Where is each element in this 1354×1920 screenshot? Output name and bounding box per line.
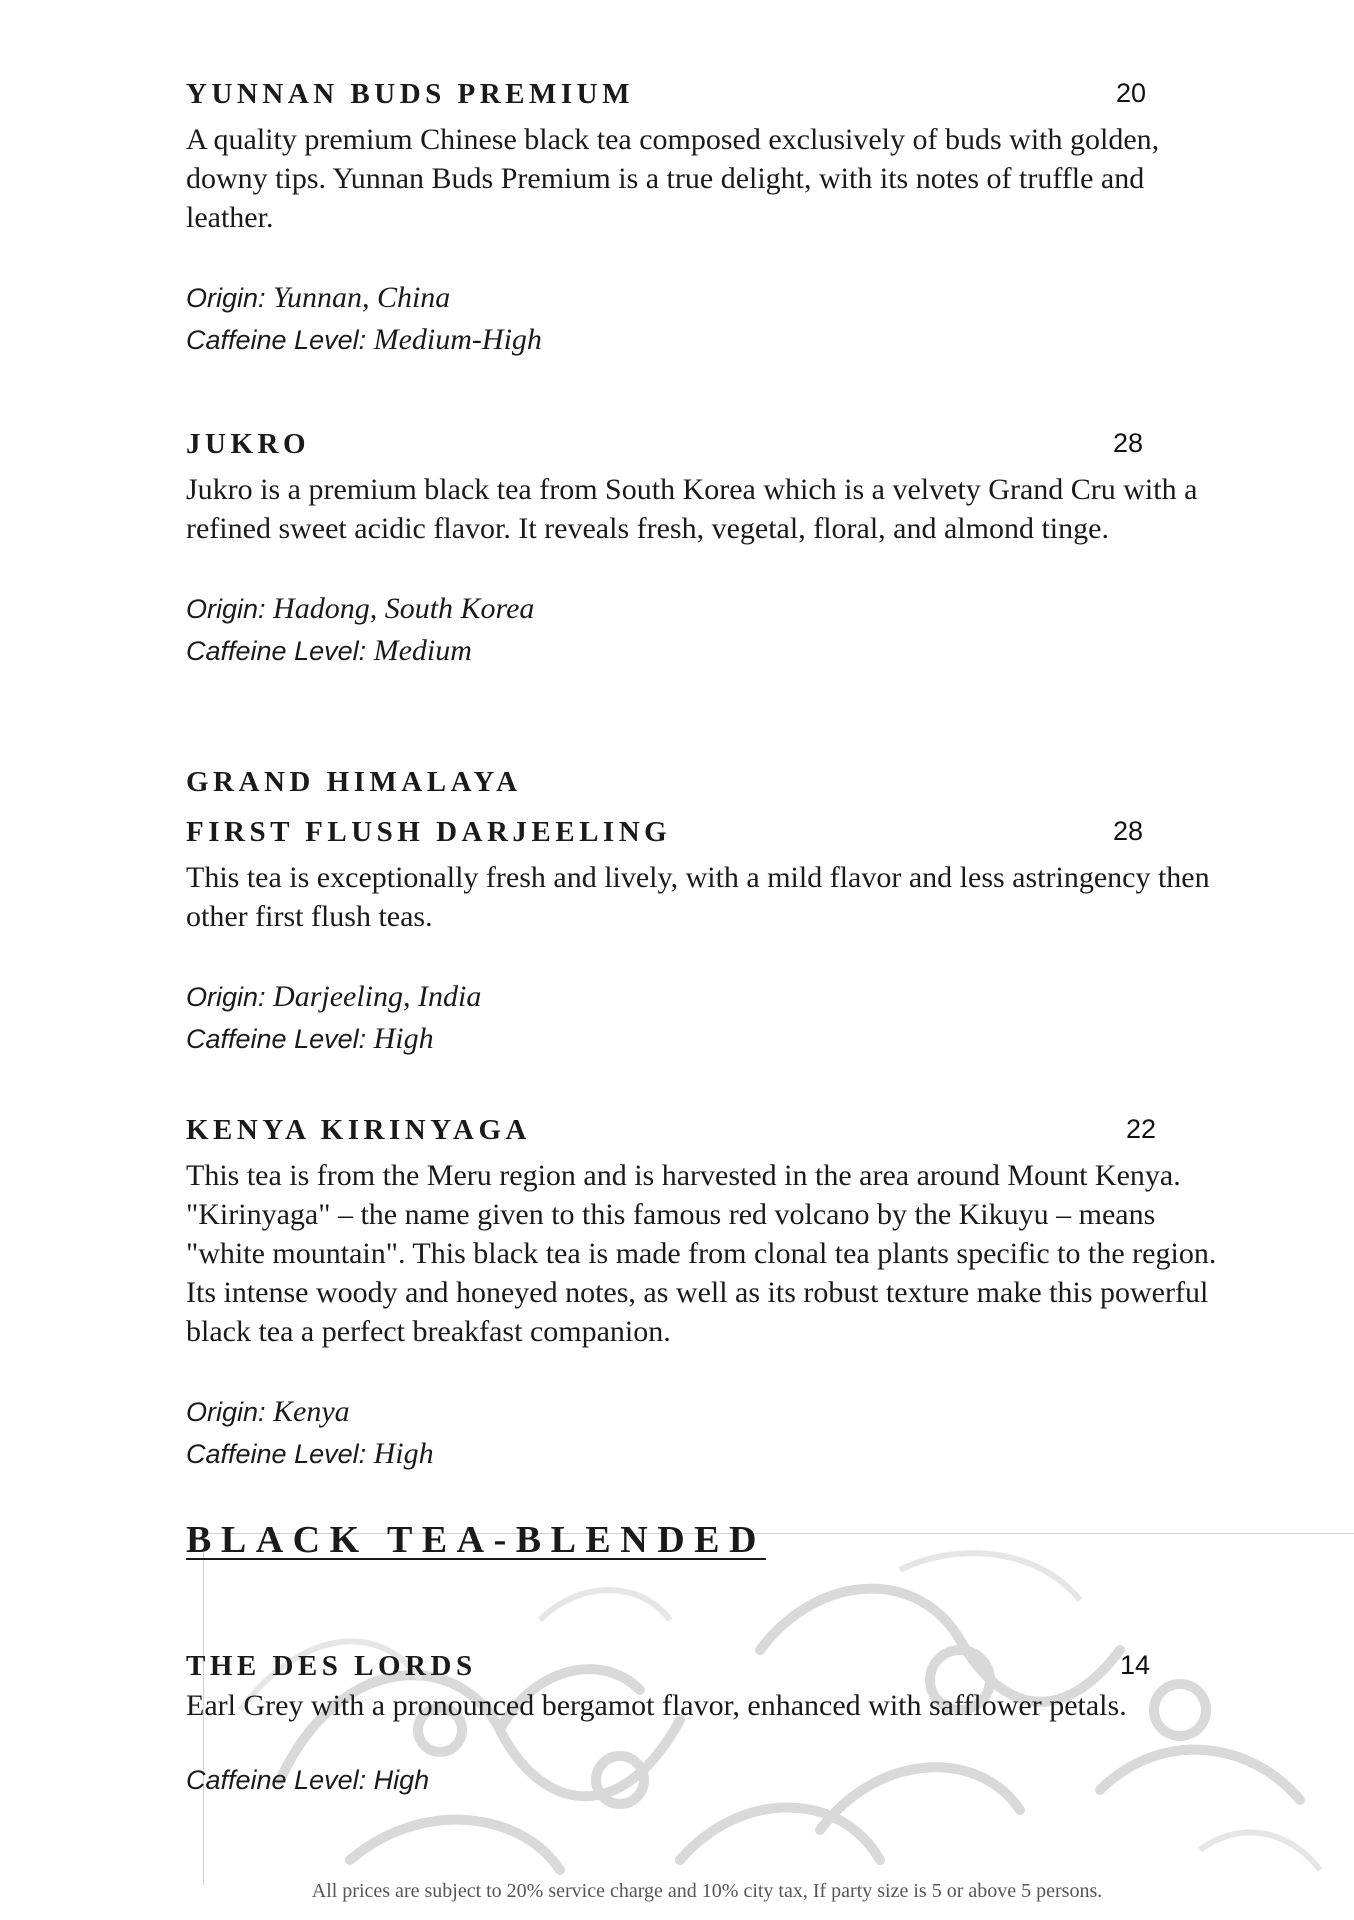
menu-item <box>186 426 1226 672</box>
item-name: YUNNAN BUDS PREMIUM <box>186 78 634 110</box>
item-meta <box>186 1391 1226 1475</box>
caffeine-label: Caffeine Level: <box>186 1024 367 1054</box>
origin-label: Origin: <box>186 283 266 313</box>
caffeine-label: Caffeine Level: <box>186 636 367 666</box>
item-description: This tea is exceptionally fresh and lively, with a mild flavor and less astringency then other first flush teas. <box>186 861 1210 933</box>
item-name: KENYA KIRINYAGA <box>186 1114 531 1146</box>
item-price: 28 <box>1113 816 1144 846</box>
item-description: Jukro is a premium black tea from South Korea which is a velvety Grand Cru with a refined sweet acidic flavor. It reveals fresh, vegetal, floral, and almond tinge. <box>186 473 1198 545</box>
caffeine-label: Caffeine Level: <box>186 325 367 355</box>
item-price: 22 <box>1126 1114 1157 1144</box>
origin-value: Yunnan, China <box>273 281 451 314</box>
item-name: THE DES LORDS <box>186 1650 477 1682</box>
item-meta <box>186 277 1226 361</box>
origin-label: Origin: <box>186 1397 266 1427</box>
item-description: This tea is from the Meru region and is harvested in the area around Mount Kenya. "Kirinyaga" – the name given to this famous red volcano by the Kikuyu – means "white mountain". This black tea is made from clonal tea plants specific to the region. Its intense woody and honeyed notes, as well as its robust texture make this powerful black tea a perfect breakfast companion. <box>186 1159 1217 1348</box>
origin-label: Origin: <box>186 982 266 1012</box>
item-price: 28 <box>1113 428 1144 458</box>
menu-item <box>186 76 1226 361</box>
item-description: A quality premium Chinese black tea composed exclusively of buds with golden, downy tips. Yunnan Buds Premium is a true delight, with its notes of truffle and leather. <box>186 123 1160 234</box>
origin-value: Hadong, South Korea <box>273 592 535 625</box>
menu-item-blended <box>186 1648 1226 1801</box>
item-meta <box>186 588 1226 672</box>
caffeine-text: Caffeine Level: High <box>186 1765 430 1795</box>
footer-note: All prices are subject to 20% service charge and 10% city tax, If party size is 5 or above 5 persons. <box>311 1880 1103 1902</box>
item-price: 14 <box>1120 1650 1151 1680</box>
caffeine-value: High <box>373 1437 434 1470</box>
caffeine-value: Medium-High <box>373 323 542 356</box>
item-name: FIRST FLUSH DARJEELING <box>186 816 672 848</box>
menu-item <box>186 764 1226 1060</box>
menu-item <box>186 1112 1226 1475</box>
origin-value: Darjeeling, India <box>273 980 482 1013</box>
section-title: BLACK TEA-BLENDED <box>186 1519 766 1561</box>
item-description: Earl Grey with a pronounced bergamot flavor, enhanced with safflower petals. <box>186 1689 1127 1722</box>
item-price: 20 <box>1116 78 1147 108</box>
caffeine-label: Caffeine Level: <box>186 1439 367 1469</box>
item-name: JUKRO <box>186 428 310 460</box>
item-meta <box>186 976 1226 1060</box>
caffeine-value: High <box>373 1022 434 1055</box>
caffeine-value: Medium <box>373 634 472 667</box>
origin-label: Origin: <box>186 594 266 624</box>
item-name-line1: GRAND HIMALAYA <box>186 766 522 798</box>
item-meta <box>186 1759 1226 1801</box>
origin-value: Kenya <box>273 1395 350 1428</box>
